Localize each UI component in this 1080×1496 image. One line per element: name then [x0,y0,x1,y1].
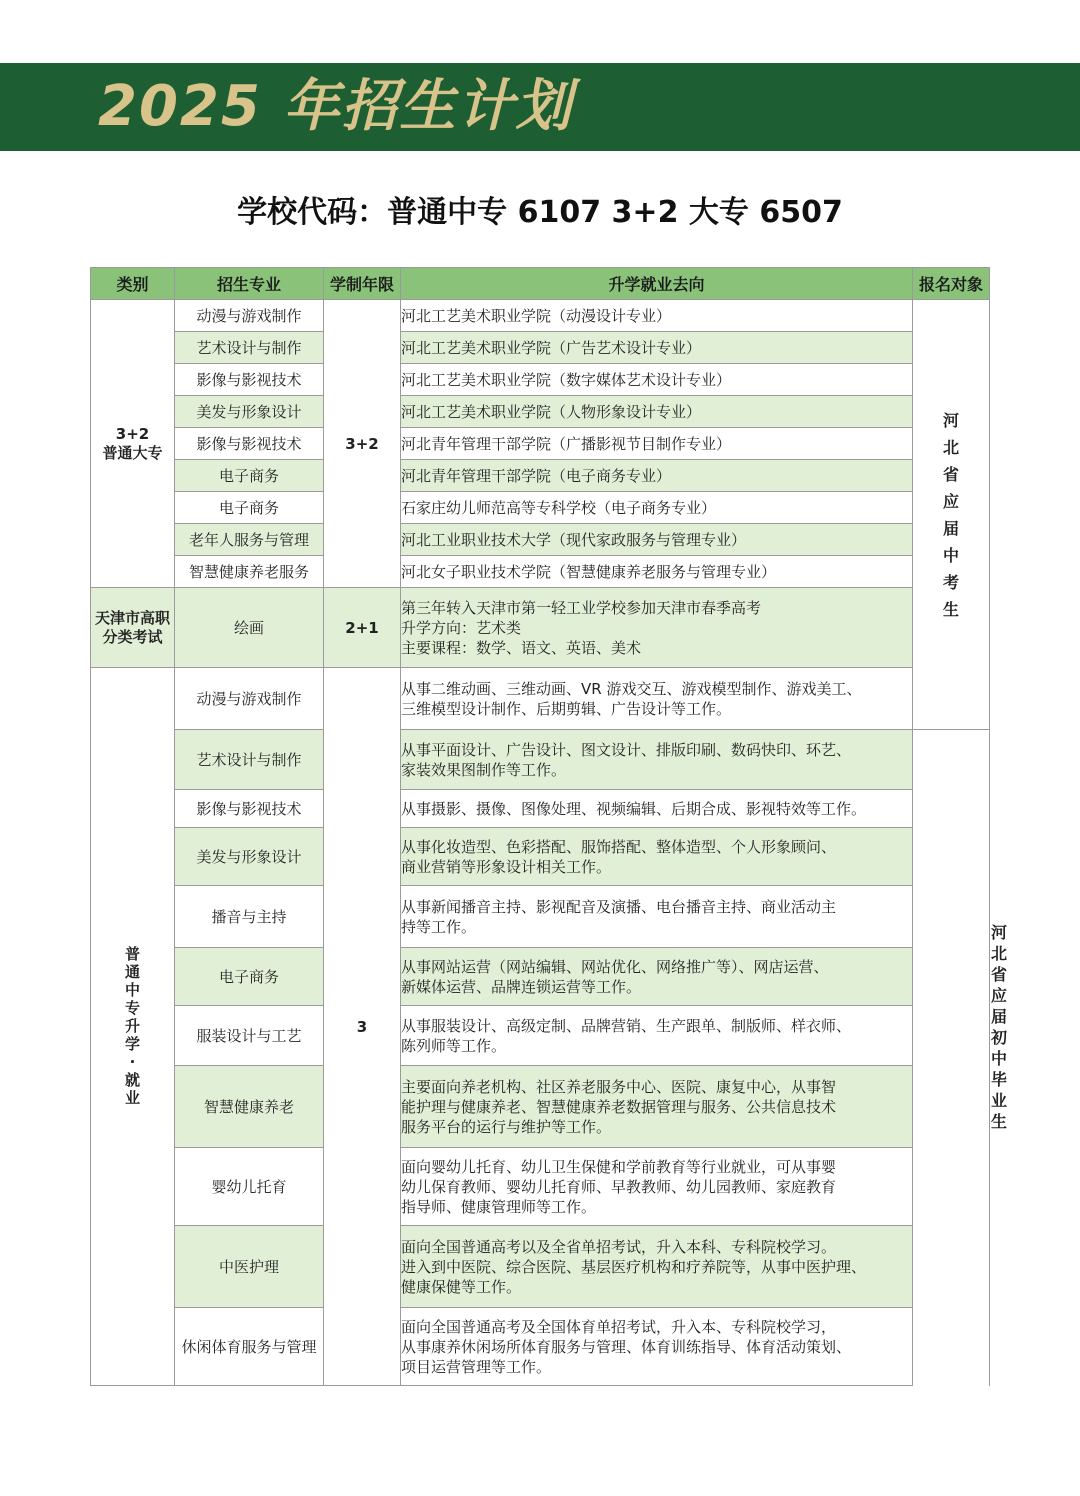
destination-line: 家装效果图制作等工作。 [401,760,567,779]
major-cell: 电子商务 [175,460,324,492]
duration-cell: 2+1 [324,588,401,668]
category-line: 3+2 [115,424,150,443]
destination-line: 第三年转入天津市第一轻工业学校参加天津市春季高考 [401,598,762,617]
banner-title: 2025 年招生计划 [98,74,574,139]
table-row [91,1148,990,1226]
major-cell: 老年人服务与管理 [175,524,324,556]
table-row [91,556,990,588]
destination-cell: 河北工艺美术职业学院（数字媒体艺术设计专业） [401,364,913,396]
table-row [91,396,990,428]
category-line: 分类考试 [102,627,163,646]
destination-line: 能护理与健康养老、智慧健康养老数据管理与服务、公共信息技术 [401,1097,837,1116]
table-row [91,524,990,556]
destination-cell: 石家庄幼儿师范高等专科学校（电子商务专业） [401,492,913,524]
destination-cell: 河北女子职业技术学院（智慧健康养老服务与管理专业） [401,556,913,588]
table-row [91,1226,990,1308]
table-row [91,1308,990,1386]
major-cell: 播音与主持 [175,886,324,948]
destination-cell: 河北工艺美术职业学院（动漫设计专业） [401,300,913,332]
category-line: 普通大专 [102,443,163,462]
table-header-row [91,268,990,300]
destination-cell [401,1308,913,1386]
destination-line: 指导师、健康管理师等工作。 [401,1197,597,1216]
destination-line: 服务平台的运行与维护等工作。 [401,1117,612,1136]
major-cell: 美发与形象设计 [175,396,324,428]
destination-line: 持等工作。 [401,917,477,936]
header-duration: 学制年限 [324,268,401,300]
destination-cell [401,1226,913,1308]
major-cell: 动漫与游戏制作 [175,300,324,332]
table-row [91,828,990,886]
table-row [91,332,990,364]
destination-line: 主要课程：数学、语文、英语、美术 [401,638,642,657]
destination-line: 项目运营管理等工作。 [401,1357,552,1376]
destination-line: 从事摄影、摄像、图像处理、视频编辑、后期合成、影视特效等工作。 [401,799,867,818]
destination-cell [401,1066,913,1148]
destination-line: 面向全国普通高考以及全省单招考试，升入本科、专科院校学习。 [401,1237,837,1256]
destination-line: 三维模型设计制作、后期剪辑、广告设计等工作。 [401,699,732,718]
major-cell: 服装设计与工艺 [175,1006,324,1066]
major-cell: 中医护理 [175,1226,324,1308]
destination-line: 从事化妆造型、色彩搭配、服饰搭配、整体造型、个人形象顾问、 [401,837,837,856]
target-text: 河北省应届中考生 [942,410,959,619]
destination-line: 从事服装设计、高级定制、品牌营销、生产跟单、制版师、样衣师、 [401,1016,852,1035]
destination-line: 商业营销等形象设计相关工作。 [401,857,612,876]
enrollment-plan-table [90,267,1007,1386]
table-row [91,428,990,460]
destination-cell [401,790,913,828]
major-cell: 艺术设计与制作 [175,332,324,364]
destination-line: 从事平面设计、广告设计、图文设计、排版印刷、数码快印、环艺、 [401,740,852,759]
destination-cell [401,668,913,730]
target-cell [913,300,990,730]
category-line: 天津市高职 [94,608,170,627]
table-row [91,948,990,1006]
major-cell: 智慧健康养老 [175,1066,324,1148]
table-row [91,460,990,492]
major-cell: 动漫与游戏制作 [175,668,324,730]
header-major: 招生专业 [175,268,324,300]
destination-line: 从事网站运营（网站编辑、网站优化、网络推广等）、网店运营、 [401,957,829,976]
major-cell: 影像与影视技术 [175,428,324,460]
major-cell: 电子商务 [175,948,324,1006]
header-destination: 升学就业去向 [401,268,913,300]
table-row [91,1066,990,1148]
table-row [91,790,990,828]
table-row [91,364,990,396]
destination-line: 从事康养休闲场所体育服务与管理、体育训练指导、体育活动策划、 [401,1337,852,1356]
table-row [91,886,990,948]
destination-cell [401,886,913,948]
destination-line: 从事新闻播音主持、影视配音及演播、电台播音主持、商业活动主 [401,897,837,916]
table-row [91,588,990,668]
table-row [91,668,990,730]
category-cell [91,668,175,1386]
category-text: 普通中专升学·就业 [124,945,140,1107]
major-cell: 绘画 [175,588,324,668]
major-cell: 电子商务 [175,492,324,524]
destination-cell [401,828,913,886]
destination-cell: 河北青年管理干部学院（电子商务专业） [401,460,913,492]
table-row [91,730,990,790]
major-cell: 休闲体育服务与管理 [175,1308,324,1386]
destination-cell: 河北工艺美术职业学院（广告艺术设计专业） [401,332,913,364]
destination-cell: 河北工业职业技术大学（现代家政服务与管理专业） [401,524,913,556]
destination-cell: 河北青年管理干部学院（广播影视节目制作专业） [401,428,913,460]
destination-line: 陈列师等工作。 [401,1036,507,1055]
destination-line: 健康保健等工作。 [401,1277,522,1296]
major-cell: 美发与形象设计 [175,828,324,886]
target-text: 河北省应届初中毕业生 [990,922,1007,1131]
category-cell [91,300,175,588]
destination-cell [401,730,913,790]
destination-cell: 河北工艺美术职业学院（人物形象设计专业） [401,396,913,428]
destination-cell [401,948,913,1006]
school-code-heading: 学校代码：普通中专 6107 3+2 大专 6507 [237,195,843,230]
category-cell [91,588,175,668]
destination-line: 面向婴幼儿托育、幼儿卫生保健和学前教育等行业就业，可从事婴 [401,1157,837,1176]
destination-cell [401,1006,913,1066]
major-cell: 影像与影视技术 [175,364,324,396]
table-row [91,492,990,524]
major-cell: 影像与影视技术 [175,790,324,828]
destination-line: 升学方向：艺术类 [401,618,522,637]
duration-cell: 3+2 [324,300,401,588]
destination-line: 幼儿保育教师、婴幼儿托育师、早教教师、幼儿园教师、家庭教育 [401,1177,837,1196]
table-row [91,1006,990,1066]
destination-cell [401,1148,913,1226]
title-banner [0,63,1080,151]
major-cell: 艺术设计与制作 [175,730,324,790]
destination-line: 面向全国普通高考及全国体育单招考试，升入本、专科院校学习， [401,1317,837,1336]
major-cell: 智慧健康养老服务 [175,556,324,588]
header-category: 类别 [91,268,175,300]
destination-cell [401,588,913,668]
table-row [91,300,990,332]
duration-cell: 3 [324,668,401,1386]
destination-line: 从事二维动画、三维动画、VR 游戏交互、游戏模型制作、游戏美工、 [401,679,862,698]
destination-line: 主要面向养老机构、社区养老服务中心、医院、康复中心，从事智 [401,1077,837,1096]
destination-line: 新媒体运营、品牌连锁运营等工作。 [401,977,642,996]
header-target: 报名对象 [913,268,990,300]
destination-line: 进入到中医院、综合医院、基层医疗机构和疗养院等，从事中医护理、 [401,1257,867,1276]
major-cell: 婴幼儿托育 [175,1148,324,1226]
